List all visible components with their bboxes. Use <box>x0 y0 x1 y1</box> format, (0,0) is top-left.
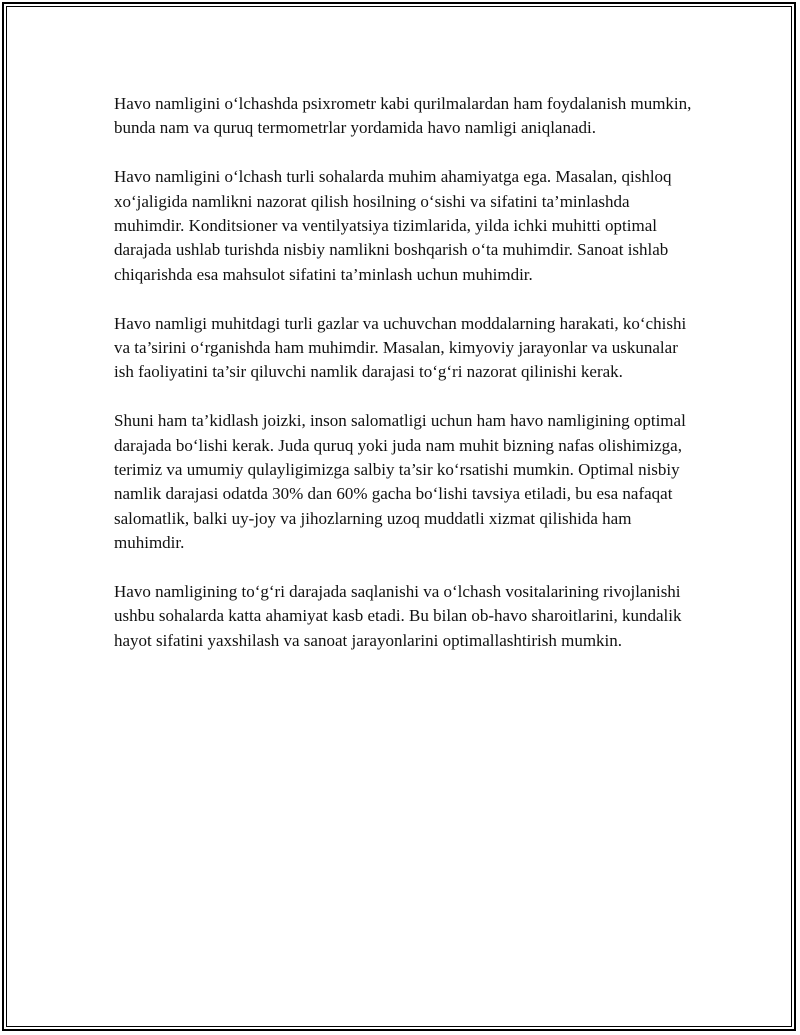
paragraph-3: Havo namligi muhitdagi turli gazlar va uchuvchan moddalarning harakati, ko‘chishi va ta’sirini o‘rganishda ham muhimdir. Masalan, kimyoviy jarayonlar va uskunalar ish faoliyatini ta’sir qiluvchi namlik darajasi to‘g‘ri nazorat qilinishi kerak. <box>114 313 687 382</box>
paragraph-1: Havo namligini o‘lchashda psixrometr kabi qurilmalardan ham foydalanish mumkin, bunda nam va quruq termometrlar yordamida havo namligi aniqlanadi. <box>114 94 692 138</box>
paragraph-5: Havo namligining to‘g‘ri darajada saqlanishi va o‘lchash vositalarining rivojlanishi ushbu sohalarda katta ahamiyat kasb etadi. Bu bilan ob-havo sharoitlarini, kundalik hayot sifatini yaxshilash va sanoat jarayonlarini optimallashtirish mumkin. <box>114 582 682 650</box>
document-body <box>114 92 694 678</box>
paragraph-4: Shuni ham ta’kidlash joizki, inson salomatligi uchun ham havo namligining optimal darajada bo‘lishi kerak. Juda quruq yoki juda nam muhit bizning nafas olishimizga, terimiz va umumiy qulayligimizga salbiy ta’sir ko‘rsatishi mumkin. Optimal nisbiy namlik darajasi odatda 30% dan 60% gacha bo‘lishi tavsiya etiladi, bu esa nafaqat salomatlik, balki uy-joy va jihozlarning uzoq muddatli xizmat qilishida ham muhimdir. <box>114 411 686 553</box>
paragraph-2: Havo namligini o‘lchash turli sohalarda muhim ahamiyatga ega. Masalan, qishloq xo‘jaligida namlikni nazorat qilish hosilning o‘sishi va sifatini ta’minlashda muhimdir. Konditsioner va ventilyatsiya tizimlarida, yilda ichki muhitti optimal darajada ushlab turishda nisbiy namlikni boshqarish o‘ta muhimdir. Sanoat ishlab chiqarishda esa mahsulot sifatini ta’minlash uchun muhimdir. <box>114 167 672 284</box>
